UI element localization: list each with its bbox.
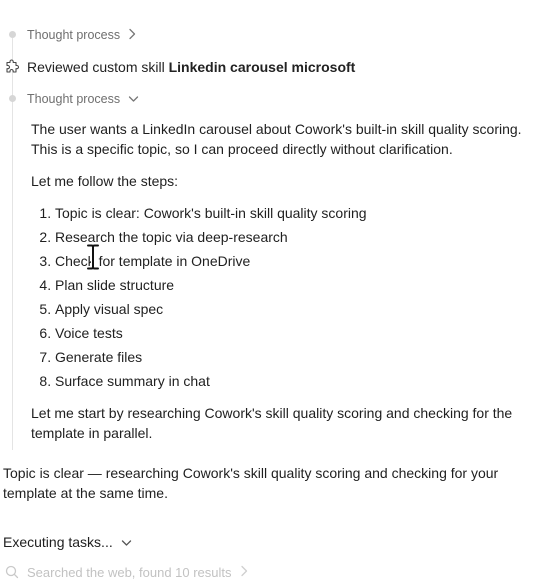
list-item: 4. Plan slide structure (55, 273, 526, 297)
list-item: 3. Check for template in OneDrive (55, 249, 526, 273)
reviewed-skill-step[interactable] (27, 58, 355, 76)
executing-tasks-label: Executing tasks... (3, 534, 113, 550)
thought-steps-list (31, 201, 526, 393)
timeline-dot (9, 31, 16, 38)
search-icon (5, 565, 19, 584)
thought-process-label: Thought process (27, 92, 121, 106)
thought-process-content (31, 119, 526, 443)
thought-process-label: Thought process (27, 28, 121, 42)
thought-intro: The user wants a LinkedIn carousel about Cowork's built-in skill quality scoring. This is a specific topic, so I can proceed directly without clarification. (31, 121, 522, 157)
skill-prefix: Reviewed custom skill (27, 59, 165, 75)
thought-process-toggle-1[interactable] (27, 27, 136, 43)
text-cursor-icon (86, 244, 100, 275)
chevron-right-icon (128, 28, 136, 43)
web-search-status: Searched the web, found 10 results (27, 565, 232, 580)
timeline-dot (9, 95, 16, 102)
chevron-down-icon (121, 534, 132, 550)
executing-tasks-toggle[interactable] (3, 533, 132, 551)
list-item: 7. Generate files (55, 345, 526, 369)
skill-name: Linkedin carousel microsoft (168, 59, 356, 75)
list-item: 5. Apply visual spec (55, 297, 526, 321)
list-item: 1. Topic is clear: Cowork's built-in skill quality scoring (55, 201, 526, 225)
thought-lead: Let me follow the steps: (31, 173, 179, 189)
list-item: 8. Surface summary in chat (55, 369, 526, 393)
puzzle-piece-icon (4, 58, 21, 80)
assistant-summary: Topic is clear — researching Cowork's skill quality scoring and checking for your template at the same time. (3, 465, 499, 501)
thought-process-toggle-2[interactable] (27, 91, 139, 107)
chevron-right-icon (240, 565, 248, 580)
list-item: 2. Research the topic via deep-research (55, 225, 526, 249)
list-item: 6. Voice tests (55, 321, 526, 345)
web-search-step[interactable] (27, 565, 248, 580)
thought-outro: Let me start by researching Cowork's skill quality scoring and checking for the template in parallel. (31, 405, 513, 441)
chevron-down-icon (128, 92, 139, 106)
